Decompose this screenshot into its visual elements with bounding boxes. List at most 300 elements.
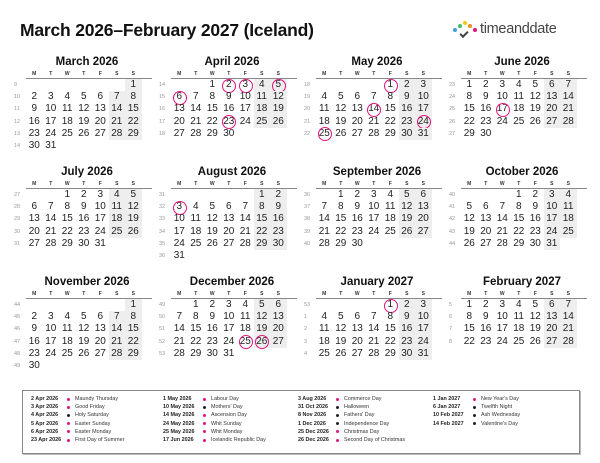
page-title: March 2026–February 2027 (Iceland) xyxy=(20,20,314,40)
day-cell: 14 xyxy=(239,213,251,225)
weekday-label: S xyxy=(260,181,264,187)
day-cell xyxy=(237,250,254,262)
month-title: December 2026 xyxy=(189,276,275,288)
day-cell: 4 xyxy=(64,311,71,323)
day-cell: 11 xyxy=(190,213,201,225)
week-row xyxy=(12,299,152,311)
holiday-name: Easter Sunday xyxy=(75,420,111,427)
day-cell: 31 xyxy=(45,139,57,151)
day-cell xyxy=(316,299,333,311)
day-cell: 4 xyxy=(321,311,328,323)
week-row xyxy=(12,311,152,323)
week-row xyxy=(157,201,297,213)
week-number: 53 xyxy=(159,350,166,357)
day-cell: 26 xyxy=(125,226,142,238)
legend-item xyxy=(298,428,405,436)
day-cell: 12 xyxy=(125,201,142,213)
holiday-date: 23 Apr 2026 xyxy=(31,437,62,444)
day-cell xyxy=(382,238,399,250)
week-number: 22 xyxy=(304,130,311,137)
day-cell: 25 xyxy=(513,115,525,127)
day-cell: 2 xyxy=(482,79,489,90)
weekday-label: M xyxy=(177,71,182,77)
day-cell: 24 xyxy=(45,347,57,359)
day-cell: 7 xyxy=(109,311,126,323)
holiday-name: Whit Sunday xyxy=(211,420,242,427)
day-cell: 16 xyxy=(399,103,416,115)
holiday-name: Easter Monday xyxy=(75,428,112,435)
day-cell: 28 xyxy=(173,347,185,359)
day-cell: 19 xyxy=(206,225,218,237)
legend-column xyxy=(31,395,124,444)
day-cell xyxy=(125,238,142,250)
holiday-day-cell: 5 xyxy=(270,79,287,91)
observance-bullet-icon xyxy=(336,422,339,425)
day-cell: 4 xyxy=(321,91,328,103)
weekday-label: F xyxy=(388,181,392,187)
week-row xyxy=(302,213,442,225)
holiday-name: Ascension Day xyxy=(211,412,247,419)
day-cell: 5 xyxy=(337,311,344,323)
legend-item xyxy=(298,403,405,411)
week-number: 40 xyxy=(304,240,311,247)
day-cell: 19 xyxy=(335,335,347,347)
day-cell: 4 xyxy=(109,189,126,201)
day-cell: 20 xyxy=(173,115,185,127)
week-number: 3 xyxy=(304,338,308,345)
month-calendar xyxy=(157,276,297,360)
weekday-label: F xyxy=(243,71,247,77)
day-cell: 16 xyxy=(480,103,492,115)
holiday-name: Commerce Day xyxy=(344,396,382,403)
day-cell: 26 xyxy=(78,347,90,359)
day-cell: 20 xyxy=(415,213,432,225)
week-row xyxy=(302,201,442,213)
weekday-label: M xyxy=(467,181,472,187)
day-cell: 21 xyxy=(109,336,126,348)
day-cell xyxy=(254,250,271,262)
day-cell: 2 xyxy=(532,189,539,200)
day-cell: 17 xyxy=(223,323,235,335)
holiday-date: 2 Apr 2026 xyxy=(31,396,59,403)
holiday-date: 1 Jan 2027 xyxy=(433,396,461,403)
day-cell xyxy=(333,299,350,311)
day-cell: 30 xyxy=(270,238,287,250)
holiday-name: Independence Day xyxy=(344,420,390,427)
weekday-label: S xyxy=(115,181,119,187)
day-cell: 15 xyxy=(463,103,475,115)
day-cell: 8 xyxy=(387,91,394,103)
day-cell: 10 xyxy=(415,91,432,103)
day-cell xyxy=(461,189,478,201)
day-cell xyxy=(43,79,60,91)
week-row xyxy=(12,348,152,360)
day-cell: 16 xyxy=(529,213,541,225)
week-row xyxy=(12,238,152,250)
weekday-label: S xyxy=(550,291,554,297)
day-cell: 16 xyxy=(480,323,492,335)
day-cell: 16 xyxy=(206,323,218,335)
day-cell: 14 xyxy=(318,213,330,225)
weekday-label: F xyxy=(388,71,392,77)
day-cell: 14 xyxy=(560,91,577,103)
week-number: 51 xyxy=(159,326,166,333)
day-cell: 6 xyxy=(270,299,287,311)
weekday-label: W xyxy=(499,291,505,297)
day-cell: 26 xyxy=(399,226,416,238)
day-cell xyxy=(188,189,205,201)
holiday-date: 25 Dec 2026 xyxy=(298,428,329,435)
day-cell: 2 xyxy=(270,189,287,201)
day-cell xyxy=(59,360,76,372)
weekday-label: T xyxy=(372,71,376,77)
day-cell: 13 xyxy=(223,213,235,225)
day-cell: 25 xyxy=(61,347,73,359)
day-cell: 27 xyxy=(351,127,363,139)
month-title: June 2026 xyxy=(494,56,550,68)
weekday-label: T xyxy=(82,71,86,77)
day-cell: 28 xyxy=(496,237,508,249)
holiday-name: Twelfth Night xyxy=(481,404,513,411)
day-cell xyxy=(171,79,188,91)
day-cell xyxy=(270,250,287,262)
weekday-label: T xyxy=(372,181,376,187)
day-cell: 18 xyxy=(239,323,251,335)
week-number: 19 xyxy=(304,94,311,101)
day-cell: 8 xyxy=(64,201,71,213)
day-cell xyxy=(92,140,109,152)
month-calendar xyxy=(447,166,587,250)
day-cell: 17 xyxy=(544,213,561,225)
holiday-name: Mothers' Day xyxy=(211,404,243,411)
day-cell: 31 xyxy=(415,348,432,360)
weekday-label: W xyxy=(354,181,360,187)
weekday-label: W xyxy=(499,181,505,187)
holiday-name: Labour Day xyxy=(211,396,239,403)
week-number: 35 xyxy=(159,240,166,247)
weekday-label: S xyxy=(276,181,280,187)
weekday-label: F xyxy=(533,181,537,187)
day-cell: 27 xyxy=(270,336,287,348)
day-cell: 17 xyxy=(415,103,432,115)
day-cell: 28 xyxy=(368,347,380,359)
day-cell: 9 xyxy=(399,91,416,103)
holiday-name: First Day of Summer xyxy=(75,437,125,444)
day-cell xyxy=(109,299,126,311)
day-cell: 20 xyxy=(480,225,492,237)
day-cell: 6 xyxy=(31,201,38,213)
week-row xyxy=(157,311,297,323)
weekday-label: T xyxy=(339,291,343,297)
day-cell xyxy=(316,79,333,91)
day-cell xyxy=(188,250,205,262)
day-cell: 8 xyxy=(387,311,394,323)
day-cell: 22 xyxy=(384,115,396,127)
day-cell xyxy=(204,250,221,262)
day-cell: 12 xyxy=(335,323,347,335)
day-cell: 10 xyxy=(239,91,251,103)
day-cell: 3 xyxy=(499,299,506,310)
day-cell: 11 xyxy=(385,201,396,213)
holiday-date: 25 May 2026 xyxy=(163,428,195,435)
weekday-label: F xyxy=(98,291,102,297)
day-cell: 24 xyxy=(45,127,57,139)
weekday-label: T xyxy=(194,291,198,297)
month-calendar xyxy=(447,56,587,140)
week-number: 38 xyxy=(304,216,311,223)
day-cell: 7 xyxy=(560,79,577,91)
day-cell: 3 xyxy=(544,189,561,201)
week-number: 52 xyxy=(159,338,166,345)
day-cell: 28 xyxy=(239,237,251,249)
day-cell: 14 xyxy=(560,311,577,323)
day-cell: 15 xyxy=(206,103,218,115)
holiday-name: Good Friday xyxy=(75,404,105,411)
day-cell: 19 xyxy=(463,225,475,237)
weekday-label: F xyxy=(388,291,392,297)
day-cell xyxy=(26,189,43,201)
day-cell: 14 xyxy=(109,323,126,335)
day-cell: 20 xyxy=(223,225,235,237)
day-cell: 22 xyxy=(463,115,475,127)
week-number: 31 xyxy=(159,192,166,199)
day-cell: 9 xyxy=(482,91,489,103)
observance-bullet-icon xyxy=(473,414,476,417)
public-holiday-bullet-icon xyxy=(203,414,206,417)
day-cell: 20 xyxy=(544,323,561,335)
day-cell: 21 xyxy=(45,225,57,237)
day-cell: 14 xyxy=(496,213,508,225)
day-cell: 13 xyxy=(28,213,40,225)
public-holiday-bullet-icon xyxy=(203,439,206,442)
day-cell: 14 xyxy=(368,323,380,335)
day-cell: 26 xyxy=(78,127,90,139)
day-cell: 31 xyxy=(94,237,106,249)
legend-item xyxy=(31,395,124,403)
week-number: 2 xyxy=(304,326,308,333)
day-cell: 9 xyxy=(225,91,232,103)
day-cell: 1 xyxy=(254,189,271,201)
holiday-date: 24 May 2026 xyxy=(163,420,195,427)
day-cell: 24 xyxy=(496,115,508,127)
holiday-name: Holy Saturday xyxy=(75,412,109,419)
day-cell: 15 xyxy=(384,103,396,115)
day-cell: 22 xyxy=(254,226,271,238)
weekday-label: M xyxy=(322,291,327,297)
day-cell: 31 xyxy=(415,128,432,140)
day-cell: 18 xyxy=(190,225,202,237)
holiday-date: 31 Oct 2026 xyxy=(298,404,328,411)
public-holiday-bullet-icon xyxy=(203,422,206,425)
day-cell: 13 xyxy=(351,103,363,115)
week-row xyxy=(447,189,587,201)
weekday-label: W xyxy=(354,71,360,77)
week-row xyxy=(447,311,587,323)
day-cell: 12 xyxy=(206,213,218,225)
public-holiday-bullet-icon xyxy=(67,398,70,401)
week-number: 15 xyxy=(159,94,166,101)
weekday-label: T xyxy=(339,181,343,187)
day-cell: 3 xyxy=(47,311,54,323)
week-number: 45 xyxy=(14,314,21,321)
weekday-label: T xyxy=(227,71,231,77)
day-cell: 27 xyxy=(351,347,363,359)
day-cell: 24 xyxy=(544,226,561,238)
weekday-label: T xyxy=(49,291,53,297)
day-cell: 9 xyxy=(80,201,87,213)
day-cell: 18 xyxy=(61,115,73,127)
day-cell: 29 xyxy=(335,237,347,249)
week-row xyxy=(302,336,442,348)
public-holiday-bullet-icon xyxy=(67,406,70,409)
day-cell: 24 xyxy=(496,335,508,347)
day-cell: 15 xyxy=(513,213,525,225)
timeanddate-logo xyxy=(452,20,557,38)
holiday-day-cell: 24 xyxy=(415,116,432,128)
day-cell: 20 xyxy=(28,225,40,237)
legend-item xyxy=(433,411,520,419)
day-cell xyxy=(109,140,126,152)
legend-item xyxy=(31,428,124,436)
day-cell: 4 xyxy=(515,79,522,90)
day-cell: 19 xyxy=(335,115,347,127)
day-cell: 9 xyxy=(482,311,489,323)
weekday-label: S xyxy=(405,71,409,77)
day-cell xyxy=(544,128,561,140)
day-cell: 24 xyxy=(239,115,251,127)
day-cell: 16 xyxy=(270,213,287,225)
day-cell xyxy=(43,299,60,311)
day-cell: 6 xyxy=(482,201,489,213)
day-cell: 16 xyxy=(78,213,90,225)
day-cell: 23 xyxy=(529,225,541,237)
week-row xyxy=(12,323,152,335)
day-cell: 13 xyxy=(94,103,106,115)
day-cell: 18 xyxy=(318,335,330,347)
day-cell xyxy=(76,299,93,311)
day-cell: 19 xyxy=(254,323,271,335)
holiday-name: Second Day of Christmas xyxy=(344,437,406,444)
legend-item xyxy=(163,436,266,444)
day-cell: 12 xyxy=(463,213,475,225)
month-title: January 2027 xyxy=(340,276,414,288)
day-cell: 26 xyxy=(270,116,287,128)
day-cell: 7 xyxy=(47,201,54,213)
day-cell: 21 xyxy=(368,115,380,127)
day-cell: 2 xyxy=(399,299,416,311)
day-cell: 12 xyxy=(78,103,90,115)
day-cell: 10 xyxy=(496,311,508,323)
day-cell: 6 xyxy=(544,299,561,311)
day-cell: 11 xyxy=(254,91,271,103)
day-cell: 23 xyxy=(206,335,218,347)
day-cell: 15 xyxy=(384,323,396,335)
day-cell: 19 xyxy=(399,213,416,225)
week-number: 40 xyxy=(449,192,456,199)
day-cell: 12 xyxy=(529,311,541,323)
day-cell: 10 xyxy=(544,201,561,213)
week-number: 7 xyxy=(449,326,453,333)
month-calendar xyxy=(302,276,442,360)
day-cell: 8 xyxy=(466,91,473,103)
month-calendar xyxy=(447,276,587,348)
day-cell: 13 xyxy=(94,323,106,335)
day-cell: 12 xyxy=(78,323,90,335)
day-cell: 6 xyxy=(544,79,561,91)
month-title: October 2026 xyxy=(485,166,559,178)
day-cell: 10 xyxy=(45,323,57,335)
week-row xyxy=(302,79,442,91)
week-row xyxy=(157,323,297,335)
day-cell xyxy=(221,189,238,201)
legend-item xyxy=(163,428,266,436)
week-number: 25 xyxy=(449,106,456,113)
day-cell: 20 xyxy=(94,335,106,347)
day-cell xyxy=(560,128,577,140)
day-cell: 28 xyxy=(318,237,330,249)
legend-item xyxy=(433,420,520,428)
holiday-day-cell: 3 xyxy=(237,79,254,91)
day-cell: 23 xyxy=(270,226,287,238)
day-cell: 29 xyxy=(125,128,142,140)
week-number: 4 xyxy=(304,350,308,357)
day-cell: 31 xyxy=(173,249,185,261)
week-number: 49 xyxy=(159,302,166,309)
day-cell xyxy=(26,79,43,91)
weekday-label: S xyxy=(550,71,554,77)
day-cell: 1 xyxy=(337,189,344,200)
weekday-label: T xyxy=(82,181,86,187)
day-cell xyxy=(59,79,76,91)
day-cell: 21 xyxy=(560,103,577,115)
holiday-day-cell: 25 xyxy=(316,128,333,140)
day-cell: 5 xyxy=(125,189,142,201)
day-cell xyxy=(59,140,76,152)
day-cell xyxy=(76,140,93,152)
day-cell xyxy=(76,360,93,372)
day-cell: 11 xyxy=(560,201,577,213)
day-cell: 18 xyxy=(560,213,577,225)
weekday-label: S xyxy=(276,71,280,77)
day-cell: 23 xyxy=(480,335,492,347)
day-cell: 11 xyxy=(62,323,73,335)
week-row xyxy=(447,299,587,311)
legend-item xyxy=(31,436,124,444)
day-cell: 29 xyxy=(513,237,525,249)
day-cell: 28 xyxy=(190,127,202,139)
weekday-label: T xyxy=(227,291,231,297)
week-number: 27 xyxy=(449,130,456,137)
holiday-date: 3 Aug 2026 xyxy=(298,396,327,403)
day-cell: 23 xyxy=(399,336,416,348)
weekday-label: S xyxy=(405,181,409,187)
day-cell xyxy=(76,79,93,91)
holiday-name: Halloween xyxy=(344,404,370,411)
holiday-legend xyxy=(22,390,580,454)
day-cell: 7 xyxy=(321,201,328,213)
week-row xyxy=(12,213,152,225)
day-cell xyxy=(221,250,238,262)
week-row xyxy=(12,336,152,348)
day-cell xyxy=(237,128,254,140)
day-cell xyxy=(43,360,60,372)
day-cell: 9 xyxy=(354,201,361,213)
week-row xyxy=(447,213,587,225)
legend-item xyxy=(298,411,405,419)
day-cell: 28 xyxy=(368,127,380,139)
weekday-label: W xyxy=(209,181,215,187)
day-cell xyxy=(560,238,577,250)
